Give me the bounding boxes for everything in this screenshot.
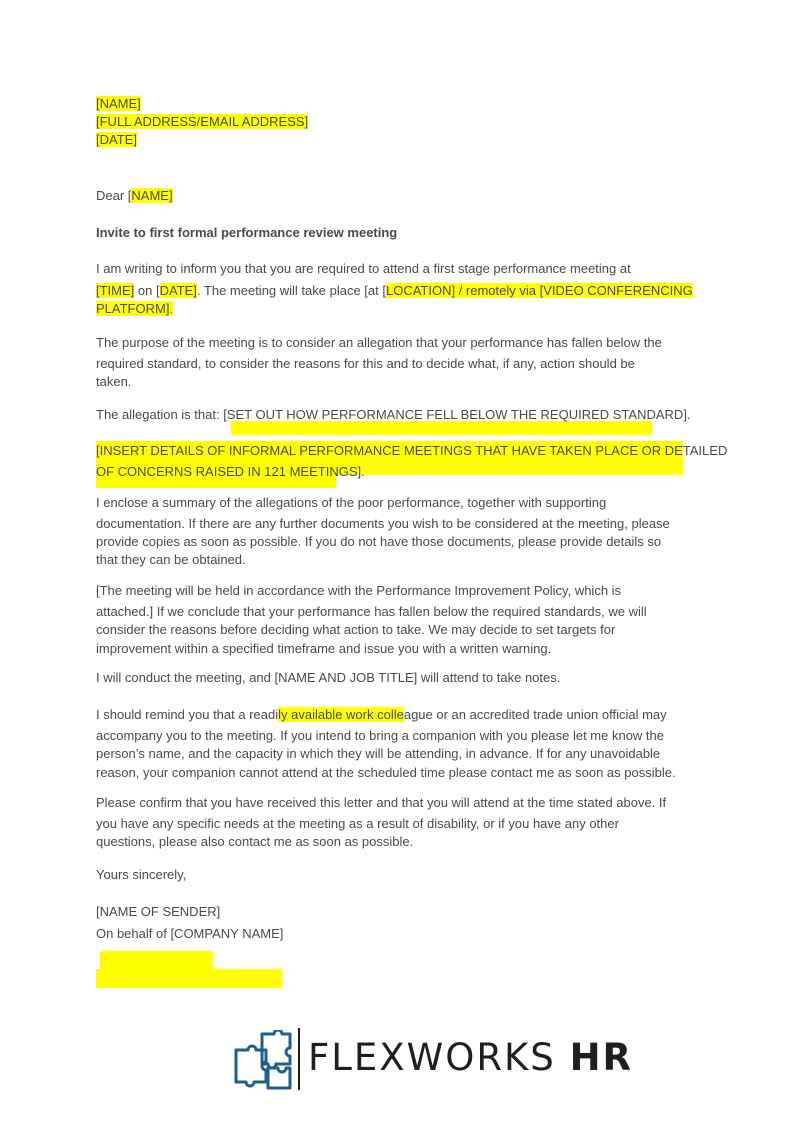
para8-line4: reason, your companion cannot attend at the scheduled time please contact me as soon as possible. [96, 765, 676, 780]
para5-line1: I enclose a summary of the allegations of the poor performance, together with supporting [96, 495, 607, 510]
sender-name: [NAME OF SENDER] [96, 904, 221, 919]
para6-line3: consider the reasons before deciding what action to take. We may decide to set targets for [96, 622, 616, 637]
para1-line2: [TIME] on [DATE]. The meeting will take place [at [LOCATION] / remotely via [VIDEO CONFERENCING [96, 283, 693, 298]
para5-line2: documentation. If there are any further documents you wish to be considered at the meeting, please [96, 516, 670, 531]
para5-line3: provide copies as soon as possible. If you do not have those documents, please provide details so [96, 534, 662, 549]
recipient-address: [FULL ADDRESS/EMAIL ADDRESS] [96, 114, 309, 129]
subject-heading: Invite to first formal performance review meeting [96, 225, 398, 240]
para1-line1: I am writing to inform you that you are required to attend a first stage performance meeting at [96, 261, 631, 276]
para8-line1: I should remind you that a readily available work colleague or an accredited trade union official may [96, 707, 667, 722]
para8-line2: accompany you to the meeting. If you intend to bring a companion with you please let me know the [96, 728, 665, 743]
para3: The allegation is that: [SET OUT HOW PERFORMANCE FELL BELOW THE REQUIRED STANDARD]. [96, 407, 691, 422]
closing: Yours sincerely, [96, 867, 187, 882]
letter-date: [DATE] [96, 132, 137, 147]
para2-line2: required standard, to consider the reasons for this and to decide what, if any, action should be [96, 356, 635, 371]
signature-placeholder-2 [96, 969, 282, 988]
logo-divider [298, 1028, 300, 1090]
para2-line1: The purpose of the meeting is to consider an allegation that your performance has fallen below the [96, 335, 662, 350]
para4-line1: [INSERT DETAILS OF INFORMAL PERFORMANCE MEETINGS THAT HAVE TAKEN PLACE OR DETAILED [96, 443, 728, 458]
para6-line4: improvement within a specified timeframe and issue you with a written warning. [96, 641, 552, 656]
para6-line1: [The meeting will be held in accordance with the Performance Improvement Policy, which is [96, 583, 622, 598]
para8-line3: person’s name, and the capacity in which they will be attending, in advance. If for any unavoidable [96, 746, 661, 761]
signature-placeholder [100, 951, 213, 969]
logo-wordmark: FLEXWORKS HR [308, 1036, 634, 1079]
para4-line2: OF CONCERNS RAISED IN 121 MEETINGS]. [96, 464, 365, 479]
salutation: Dear [NAME] [96, 188, 173, 203]
para7: I will conduct the meeting, and [NAME AND JOB TITLE] will attend to take notes. [96, 670, 561, 685]
para1-line3: PLATFORM]. [96, 301, 174, 316]
recipient-name: [NAME] [96, 96, 141, 111]
company-logo [232, 1028, 634, 1094]
para2-line3: taken. [96, 374, 132, 389]
para9-line3: questions, please also contact me as soon as possible. [96, 834, 414, 849]
para5-line4: that they can be obtained. [96, 552, 246, 567]
company-name: On behalf of [COMPANY NAME] [96, 926, 284, 941]
para9-line2: you have any specific needs at the meeting as a result of disability, or if you have any other [96, 816, 619, 831]
puzzle-pieces-icon [232, 1030, 294, 1092]
para6-line2: attached.] If we conclude that your performance has fallen below the required standards, we will [96, 604, 647, 619]
para9-line1: Please confirm that you have received this letter and that you will attend at the time stated above. If [96, 795, 667, 810]
